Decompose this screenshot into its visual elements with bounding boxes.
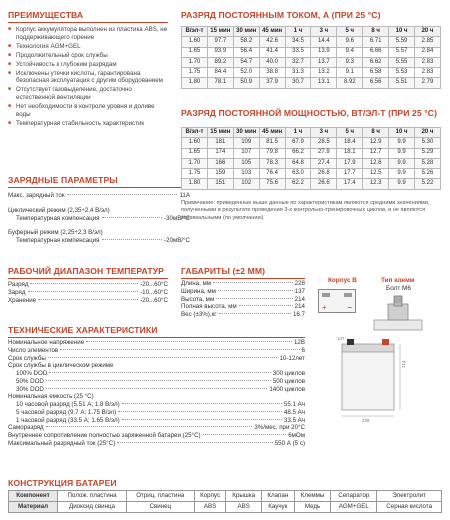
table-cell: 76.4 xyxy=(259,169,285,179)
construction-row-label: Материал xyxy=(9,502,58,513)
feature-item: ■ Нет необходимости в контроле уровня и доливе воды xyxy=(8,103,168,119)
dims-title: ГАБАРИТЫ (±2 ММ) xyxy=(181,266,266,276)
features-list xyxy=(8,26,168,129)
tech-row-value: 6 xyxy=(301,346,305,354)
battery-dimension-drawing xyxy=(316,336,436,424)
buffer-comp-value: -20мВ/°С xyxy=(164,237,190,244)
table-cell: 107 xyxy=(233,148,259,158)
dims-row xyxy=(181,280,305,288)
leader-dots xyxy=(122,403,282,404)
table-row xyxy=(182,78,441,88)
tech-row-label: Максимальный разрядный ток (25°С) xyxy=(8,439,116,447)
table-cell: 5.59 xyxy=(389,37,415,47)
table-cell: 166 xyxy=(207,158,233,168)
table-cell: 5.51 xyxy=(389,78,415,88)
max-charge-current-value: 11А xyxy=(179,192,190,199)
feature-item: ■ Продолжительный срок службы xyxy=(8,52,168,60)
temp-row-label: Разряд xyxy=(8,281,29,288)
leader-dots xyxy=(30,283,138,284)
leader-dots xyxy=(219,313,291,314)
table-header-cell: 30 мин xyxy=(233,128,259,138)
leader-dots xyxy=(86,341,292,342)
table-cell: 84.4 xyxy=(207,68,233,78)
table-header-cell: 8 ч xyxy=(363,27,389,37)
table-cell: 2.83 xyxy=(415,57,441,67)
tech-row xyxy=(8,417,305,425)
table-cell: 12.7 xyxy=(363,148,389,158)
table-cell: 52.0 xyxy=(233,68,259,78)
temp-storage-row xyxy=(8,297,168,305)
table-cell: 38.8 xyxy=(259,68,285,78)
table-cell: 12.3 xyxy=(363,179,389,189)
table-cell: 6.71 xyxy=(363,37,389,47)
power-table-title: РАЗРЯД ПОСТОЯННОЙ МОЩНОСТЬЮ, ВТ/ЭЛ-Т (ПРИ 25 °С) xyxy=(181,108,438,118)
tech-row-value: 550 А (5 с) xyxy=(274,439,305,447)
table-cell: 13.9 xyxy=(311,47,337,57)
table-cell: 9.4 xyxy=(337,47,363,57)
charge-divider xyxy=(8,187,190,188)
leader-dots xyxy=(46,388,267,389)
table-cell: 2.83 xyxy=(415,68,441,78)
table-header-cell: 3 ч xyxy=(311,27,337,37)
tech-row-label: Номинальная емкость (25 °С) xyxy=(8,393,94,401)
leader-dots xyxy=(239,305,293,306)
tech-row xyxy=(8,424,305,432)
max-charge-current-label: Макс. зарядный ток xyxy=(8,192,65,199)
feature-item: ■ Исключены утечки кислоты, гарантирована безопасная эксплуатация с другим оборудованием xyxy=(8,70,168,86)
table-note: Примечание: приведенные выше данные по характеристикам являются средними значениями, полученными в результате проведения 3-х контрольно-тренировочных циклов, и не являются минимальными (по умолчанию) xyxy=(181,200,430,221)
tech-row-label: 100% DOD xyxy=(16,370,48,377)
case-label: Корпус В xyxy=(328,277,357,284)
tech-row xyxy=(8,370,305,378)
dims-row-value: 214 xyxy=(294,295,305,303)
construction-row-label: Компонент xyxy=(9,491,58,502)
construction-cell: Полож. пластина xyxy=(58,491,127,502)
table-cell: 1.70 xyxy=(182,158,208,168)
tech-row-value: 48.5 Ач xyxy=(283,408,305,416)
construction-cell: Свинец xyxy=(126,502,194,513)
tech-row-value: 500 циклов xyxy=(272,377,305,385)
table-header-cell: 20 ч xyxy=(415,27,441,37)
leader-dots xyxy=(67,194,178,195)
table-header-cell: 1 ч xyxy=(285,128,311,138)
table-cell: 9.9 xyxy=(389,179,415,189)
table-cell: 13.7 xyxy=(311,57,337,67)
plus-icon: + xyxy=(322,303,327,312)
table-cell: 105 xyxy=(233,158,259,168)
table-cell: 103 xyxy=(233,169,259,179)
features-divider xyxy=(8,22,168,23)
table-cell: 5.55 xyxy=(389,57,415,67)
table-cell: 9.6 xyxy=(337,37,363,47)
tech-row-label: Срок службы xyxy=(8,354,46,362)
charge-title: ЗАРЯДНЫЕ ПАРАМЕТРЫ xyxy=(8,175,118,185)
table-cell: 50.9 xyxy=(233,78,259,88)
temp-params xyxy=(8,281,168,304)
table-cell: 2.84 xyxy=(415,47,441,57)
construction-cell: Каучук xyxy=(261,502,294,513)
table-header-cell: В/эл-т xyxy=(182,27,208,37)
table-cell: 5.22 xyxy=(415,179,441,189)
table-row xyxy=(182,68,441,78)
table-cell: 34.5 xyxy=(285,37,311,47)
dims-row xyxy=(181,296,305,304)
tech-row-value: 12В xyxy=(293,339,305,346)
leader-dots xyxy=(46,380,271,381)
table-header-cell: 5 ч xyxy=(337,27,363,37)
table-row xyxy=(182,57,441,67)
charge-params xyxy=(8,192,190,245)
tech-row-value: 1400 циклов xyxy=(269,385,305,393)
table-cell: 17.9 xyxy=(337,158,363,168)
dim-length-label: 228 xyxy=(362,418,370,423)
table-cell: 6.56 xyxy=(363,78,389,88)
table-header-cell: 1 ч xyxy=(285,27,311,37)
table-header-cell: 3 ч xyxy=(311,128,337,138)
table-cell: 18.1 xyxy=(337,148,363,158)
table-cell: 27.9 xyxy=(311,148,337,158)
temp-row-value: -20...60°С xyxy=(140,281,168,288)
tech-divider xyxy=(8,337,305,338)
feature-item: ■ Отсутствует газовыделение, достаточно естественной вентиляции xyxy=(8,86,168,102)
table-header-cell: 8 ч xyxy=(363,128,389,138)
leader-dots xyxy=(117,442,273,443)
tech-params xyxy=(8,339,305,448)
dims-row-value: 137 xyxy=(294,287,305,295)
table-cell: 75.6 xyxy=(259,179,285,189)
table-cell: 102 xyxy=(233,179,259,189)
table-header-cell: 30 мин xyxy=(233,27,259,37)
table-cell: 1.70 xyxy=(182,57,208,67)
tech-row xyxy=(8,362,305,370)
leader-dots xyxy=(38,299,138,300)
leader-dots xyxy=(213,282,293,283)
temp-divider xyxy=(8,278,168,279)
table-cell: 8.92 xyxy=(337,78,363,88)
table-row xyxy=(182,138,441,148)
table-row xyxy=(182,169,441,179)
table-cell: 79.8 xyxy=(259,148,285,158)
leader-dots xyxy=(60,349,299,350)
table-cell: 66.2 xyxy=(285,148,311,158)
table-header-row xyxy=(182,27,441,37)
current-discharge-table-wrap xyxy=(181,26,441,89)
dims-row-label: Ширина, мм xyxy=(181,287,216,295)
table-header-cell: 10 ч xyxy=(389,128,415,138)
table-cell: 13.2 xyxy=(311,68,337,78)
table-cell: 17.4 xyxy=(337,179,363,189)
construction-cell: AGM+GEL xyxy=(331,502,377,513)
tech-row-label: Срок службы в циклическом режиме xyxy=(8,362,114,370)
table-cell: 9.9 xyxy=(389,158,415,168)
table-row xyxy=(182,37,441,47)
dims-row xyxy=(181,311,305,319)
temp-row-value: -10...60°С xyxy=(140,288,168,296)
construction-cell: Отриц. пластина xyxy=(126,491,194,502)
tech-row-label: Саморазряд xyxy=(8,424,44,432)
tech-row xyxy=(8,409,305,417)
table-cell: 54.7 xyxy=(233,57,259,67)
table-cell: 9.9 xyxy=(389,169,415,179)
table-cell: 9.3 xyxy=(337,57,363,67)
table-cell: 181 xyxy=(207,138,233,148)
max-charge-current-row xyxy=(8,192,190,200)
table-row xyxy=(182,179,441,189)
table-cell: 62.2 xyxy=(285,179,311,189)
table-cell: 97.7 xyxy=(207,37,233,47)
table-row xyxy=(182,47,441,57)
tech-row-label: 50% DOD xyxy=(16,377,44,385)
tech-row-value: 3%/мес. при 20°С xyxy=(254,424,305,432)
table-header-cell: 45 мин xyxy=(259,27,285,37)
dims-row xyxy=(181,303,305,311)
construction-cell: Серная кислота xyxy=(377,502,442,513)
table-cell: 58.2 xyxy=(233,37,259,47)
table-cell: 30.7 xyxy=(285,78,311,88)
leader-dots xyxy=(122,419,282,420)
minus-icon: − xyxy=(347,303,352,312)
temp-row-value: -20...60°С xyxy=(140,296,168,304)
table-header-row xyxy=(182,128,441,138)
tech-row xyxy=(8,386,305,394)
feature-item: ■ Технология AGM+GEL xyxy=(8,43,168,51)
tech-row xyxy=(8,440,305,448)
construction-row-materials xyxy=(9,502,442,513)
leader-dots xyxy=(203,434,287,435)
tech-row xyxy=(8,355,305,363)
construction-cell: Сепаратор xyxy=(331,491,377,502)
feature-item: ■ Устойчивость к глубоким разрядам xyxy=(8,61,168,69)
table-cell: 1.80 xyxy=(182,78,208,88)
table-header-cell: 10 ч xyxy=(389,27,415,37)
dims-params xyxy=(181,280,305,319)
tech-row xyxy=(8,432,305,440)
table-cell: 67.9 xyxy=(285,138,311,148)
construction-cell: Медь xyxy=(294,502,330,513)
leader-dots xyxy=(49,372,270,373)
leader-dots xyxy=(118,411,282,412)
temp-row-label: Заряд xyxy=(8,288,26,296)
table-cell: 78.3 xyxy=(259,158,285,168)
temp-title: РАБОЧИЙ ДИАПАЗОН ТЕМПЕРАТУР xyxy=(8,266,164,276)
table-cell: 14.4 xyxy=(311,37,337,47)
table-cell: 6.58 xyxy=(363,68,389,78)
dims-row-value: 16.7 xyxy=(292,311,305,318)
table-cell: 26.8 xyxy=(311,169,337,179)
leader-dots xyxy=(218,290,293,291)
tech-row-label: 1 часовой разряд (33.5 А; 1.65 В/эл) xyxy=(16,416,120,424)
table-cell: 6.66 xyxy=(363,47,389,57)
temp-discharge-row xyxy=(8,281,168,289)
power-discharge-table-wrap xyxy=(181,127,441,190)
table-cell: 78.1 xyxy=(207,78,233,88)
construction-cell: Клапан xyxy=(261,491,294,502)
table-cell: 31.3 xyxy=(285,68,311,78)
feature-item: ■ Корпус аккумулятора выполнен из пластика ABS, не поддерживающего горение xyxy=(8,26,168,42)
table-cell: 32.7 xyxy=(285,57,311,67)
table-cell: 5.26 xyxy=(415,169,441,179)
tech-row xyxy=(8,401,305,409)
table-header-cell: 20 ч xyxy=(415,128,441,138)
tech-row xyxy=(8,347,305,355)
table-header-cell: 45 мин xyxy=(259,128,285,138)
table-cell: 1.60 xyxy=(182,138,208,148)
tech-row-value: 55.1 Ач xyxy=(283,401,305,408)
table-cell: 5.29 xyxy=(415,148,441,158)
table-cell: 5.57 xyxy=(389,47,415,57)
table-header-cell: 5 ч xyxy=(337,128,363,138)
table-cell: 56.4 xyxy=(233,47,259,57)
table-cell: 151 xyxy=(207,179,233,189)
tech-title: ТЕХНИЧЕСКИЕ ХАРАКТЕРИСТИКИ xyxy=(8,325,158,335)
construction-table xyxy=(8,490,442,513)
dims-row-label: Полная высота, мм xyxy=(181,303,237,311)
construction-title: КОНСТРУКЦИЯ БАТАРЕИ xyxy=(8,478,117,488)
construction-cell: ABS xyxy=(226,502,261,513)
terminal-block-icon xyxy=(344,293,352,297)
cyclic-comp-label: Температурная компенсация xyxy=(16,214,100,222)
construction-cell: Клеммы xyxy=(294,491,330,502)
current-discharge-table xyxy=(181,26,441,89)
construction-row-components xyxy=(9,491,442,502)
dim-width-label: 137 xyxy=(337,336,345,341)
dims-row-label: Высота, мм xyxy=(181,295,215,303)
table-cell: 17.7 xyxy=(337,169,363,179)
dims-row xyxy=(181,288,305,296)
table-cell: 1.60 xyxy=(182,37,208,47)
dims-row-label: Вес (±3%),кг xyxy=(181,311,217,318)
table-cell: 33.5 xyxy=(285,47,311,57)
table-cell: 12.9 xyxy=(363,138,389,148)
tech-row-value: 6мОм xyxy=(288,432,305,439)
cyclic-comp-value: -30мВ/°С xyxy=(164,214,190,222)
temp-charge-row xyxy=(8,289,168,297)
tech-row-label: 10 часовой разряд (5.51 А; 1.8 В/эл) xyxy=(16,401,120,408)
table-cell: 18.4 xyxy=(337,138,363,148)
dims-divider xyxy=(181,278,305,279)
table-cell: 37.9 xyxy=(259,78,285,88)
construction-cell: Электролит xyxy=(377,491,442,502)
table-row xyxy=(182,158,441,168)
tech-row-label: 5 часовой разряд (9.7 А; 1.75 В/эл) xyxy=(16,408,117,416)
dim-height-label: 214 xyxy=(401,360,406,368)
dims-row-label: Длина, мм xyxy=(181,280,212,287)
tech-row-label: Номинальное напряжение xyxy=(8,339,85,346)
table-cell: 63.0 xyxy=(285,169,311,179)
table-cell: 28.5 xyxy=(311,138,337,148)
table-header-cell: В/эл-т xyxy=(182,128,208,138)
table-cell: 2.85 xyxy=(415,37,441,47)
tech-row-value: 300 циклов xyxy=(272,370,305,377)
construction-table-wrap xyxy=(8,490,442,513)
tech-row-label: Внутреннее сопротивление полностью заряженной батареи (25°С) xyxy=(8,432,201,439)
tech-row-value: 10-12лет xyxy=(279,354,305,362)
buffer-mode-label: Буферный режим (2,25÷2,3 В/эл) xyxy=(8,229,103,237)
tech-row-value: 33.5 Ач xyxy=(283,416,305,424)
tech-row xyxy=(8,378,305,386)
table-cell: 13.1 xyxy=(311,78,337,88)
table-cell: 1.65 xyxy=(182,47,208,57)
table-cell: 27.4 xyxy=(311,158,337,168)
table-cell: 9.9 xyxy=(389,138,415,148)
table-cell: 6.62 xyxy=(363,57,389,67)
table-cell: 41.4 xyxy=(259,47,285,57)
table-header-cell: 15 мин xyxy=(207,128,233,138)
table-cell: 1.65 xyxy=(182,148,208,158)
case-top-illustration xyxy=(318,289,356,313)
table-cell: 1.80 xyxy=(182,179,208,189)
dims-row-value: 214 xyxy=(294,303,305,311)
table-cell: 2.79 xyxy=(415,78,441,88)
table-cell: 40.0 xyxy=(259,57,285,67)
leader-dots xyxy=(102,217,162,218)
current-table-title: РАЗРЯД ПОСТОЯННЫМ ТОКОМ, А (ПРИ 25 °С) xyxy=(181,10,381,20)
table-cell: 159 xyxy=(207,169,233,179)
table-header-cell: 15 мин xyxy=(207,27,233,37)
table-cell: 12.5 xyxy=(363,169,389,179)
tech-row xyxy=(8,393,305,401)
power-discharge-table xyxy=(181,127,441,190)
table-cell: 26.6 xyxy=(311,179,337,189)
construction-cell: Корпус xyxy=(194,491,226,502)
leader-dots xyxy=(102,239,162,240)
leader-dots xyxy=(216,298,292,299)
temp-row-label: Хранение xyxy=(8,296,37,304)
table-cell: 93.9 xyxy=(207,47,233,57)
terminal-type-label: Тип клемм xyxy=(381,277,415,284)
construction-cell: ABS xyxy=(194,502,226,513)
cyclic-comp-row xyxy=(8,215,190,223)
table-cell: 42.6 xyxy=(259,37,285,47)
table-cell: 109 xyxy=(233,138,259,148)
table-cell: 9.9 xyxy=(389,148,415,158)
table-cell: 1.75 xyxy=(182,68,208,78)
tech-row-label: 30% DOD xyxy=(16,385,44,393)
table-cell: 9.1 xyxy=(337,68,363,78)
table-cell: 5.53 xyxy=(389,68,415,78)
leader-dots xyxy=(46,426,253,427)
features-title: ПРЕИМУЩЕСТВА xyxy=(8,10,84,20)
tech-row-label: Число элементов xyxy=(8,346,59,354)
dims-row-value: 228 xyxy=(294,280,305,287)
terminal-bolt-label: Болт М6 xyxy=(386,285,411,292)
terminal-block-icon xyxy=(322,293,330,297)
table-cell: 12.6 xyxy=(363,158,389,168)
construction-cell: Диоксид свинца xyxy=(58,502,127,513)
buffer-comp-label: Температурная компенсация xyxy=(16,237,100,244)
table-row xyxy=(182,148,441,158)
table-cell: 89.2 xyxy=(207,57,233,67)
table-cell: 5.30 xyxy=(415,138,441,148)
bolt-terminal-icon xyxy=(372,294,424,332)
cyclic-mode-label: Циклический режим (2,35÷2,4 В/эл) xyxy=(8,206,110,214)
table-cell: 1.75 xyxy=(182,169,208,179)
table-cell: 81.5 xyxy=(259,138,285,148)
leader-dots xyxy=(48,357,278,358)
tech-row xyxy=(8,339,305,347)
construction-cell: Крышка xyxy=(226,491,261,502)
table-cell: 5.28 xyxy=(415,158,441,168)
leader-dots xyxy=(28,291,139,292)
table-cell: 64.8 xyxy=(285,158,311,168)
feature-item: ■ Температурная стабильность характеристик xyxy=(8,120,168,128)
table-cell: 174 xyxy=(207,148,233,158)
buffer-comp-row xyxy=(8,237,190,245)
